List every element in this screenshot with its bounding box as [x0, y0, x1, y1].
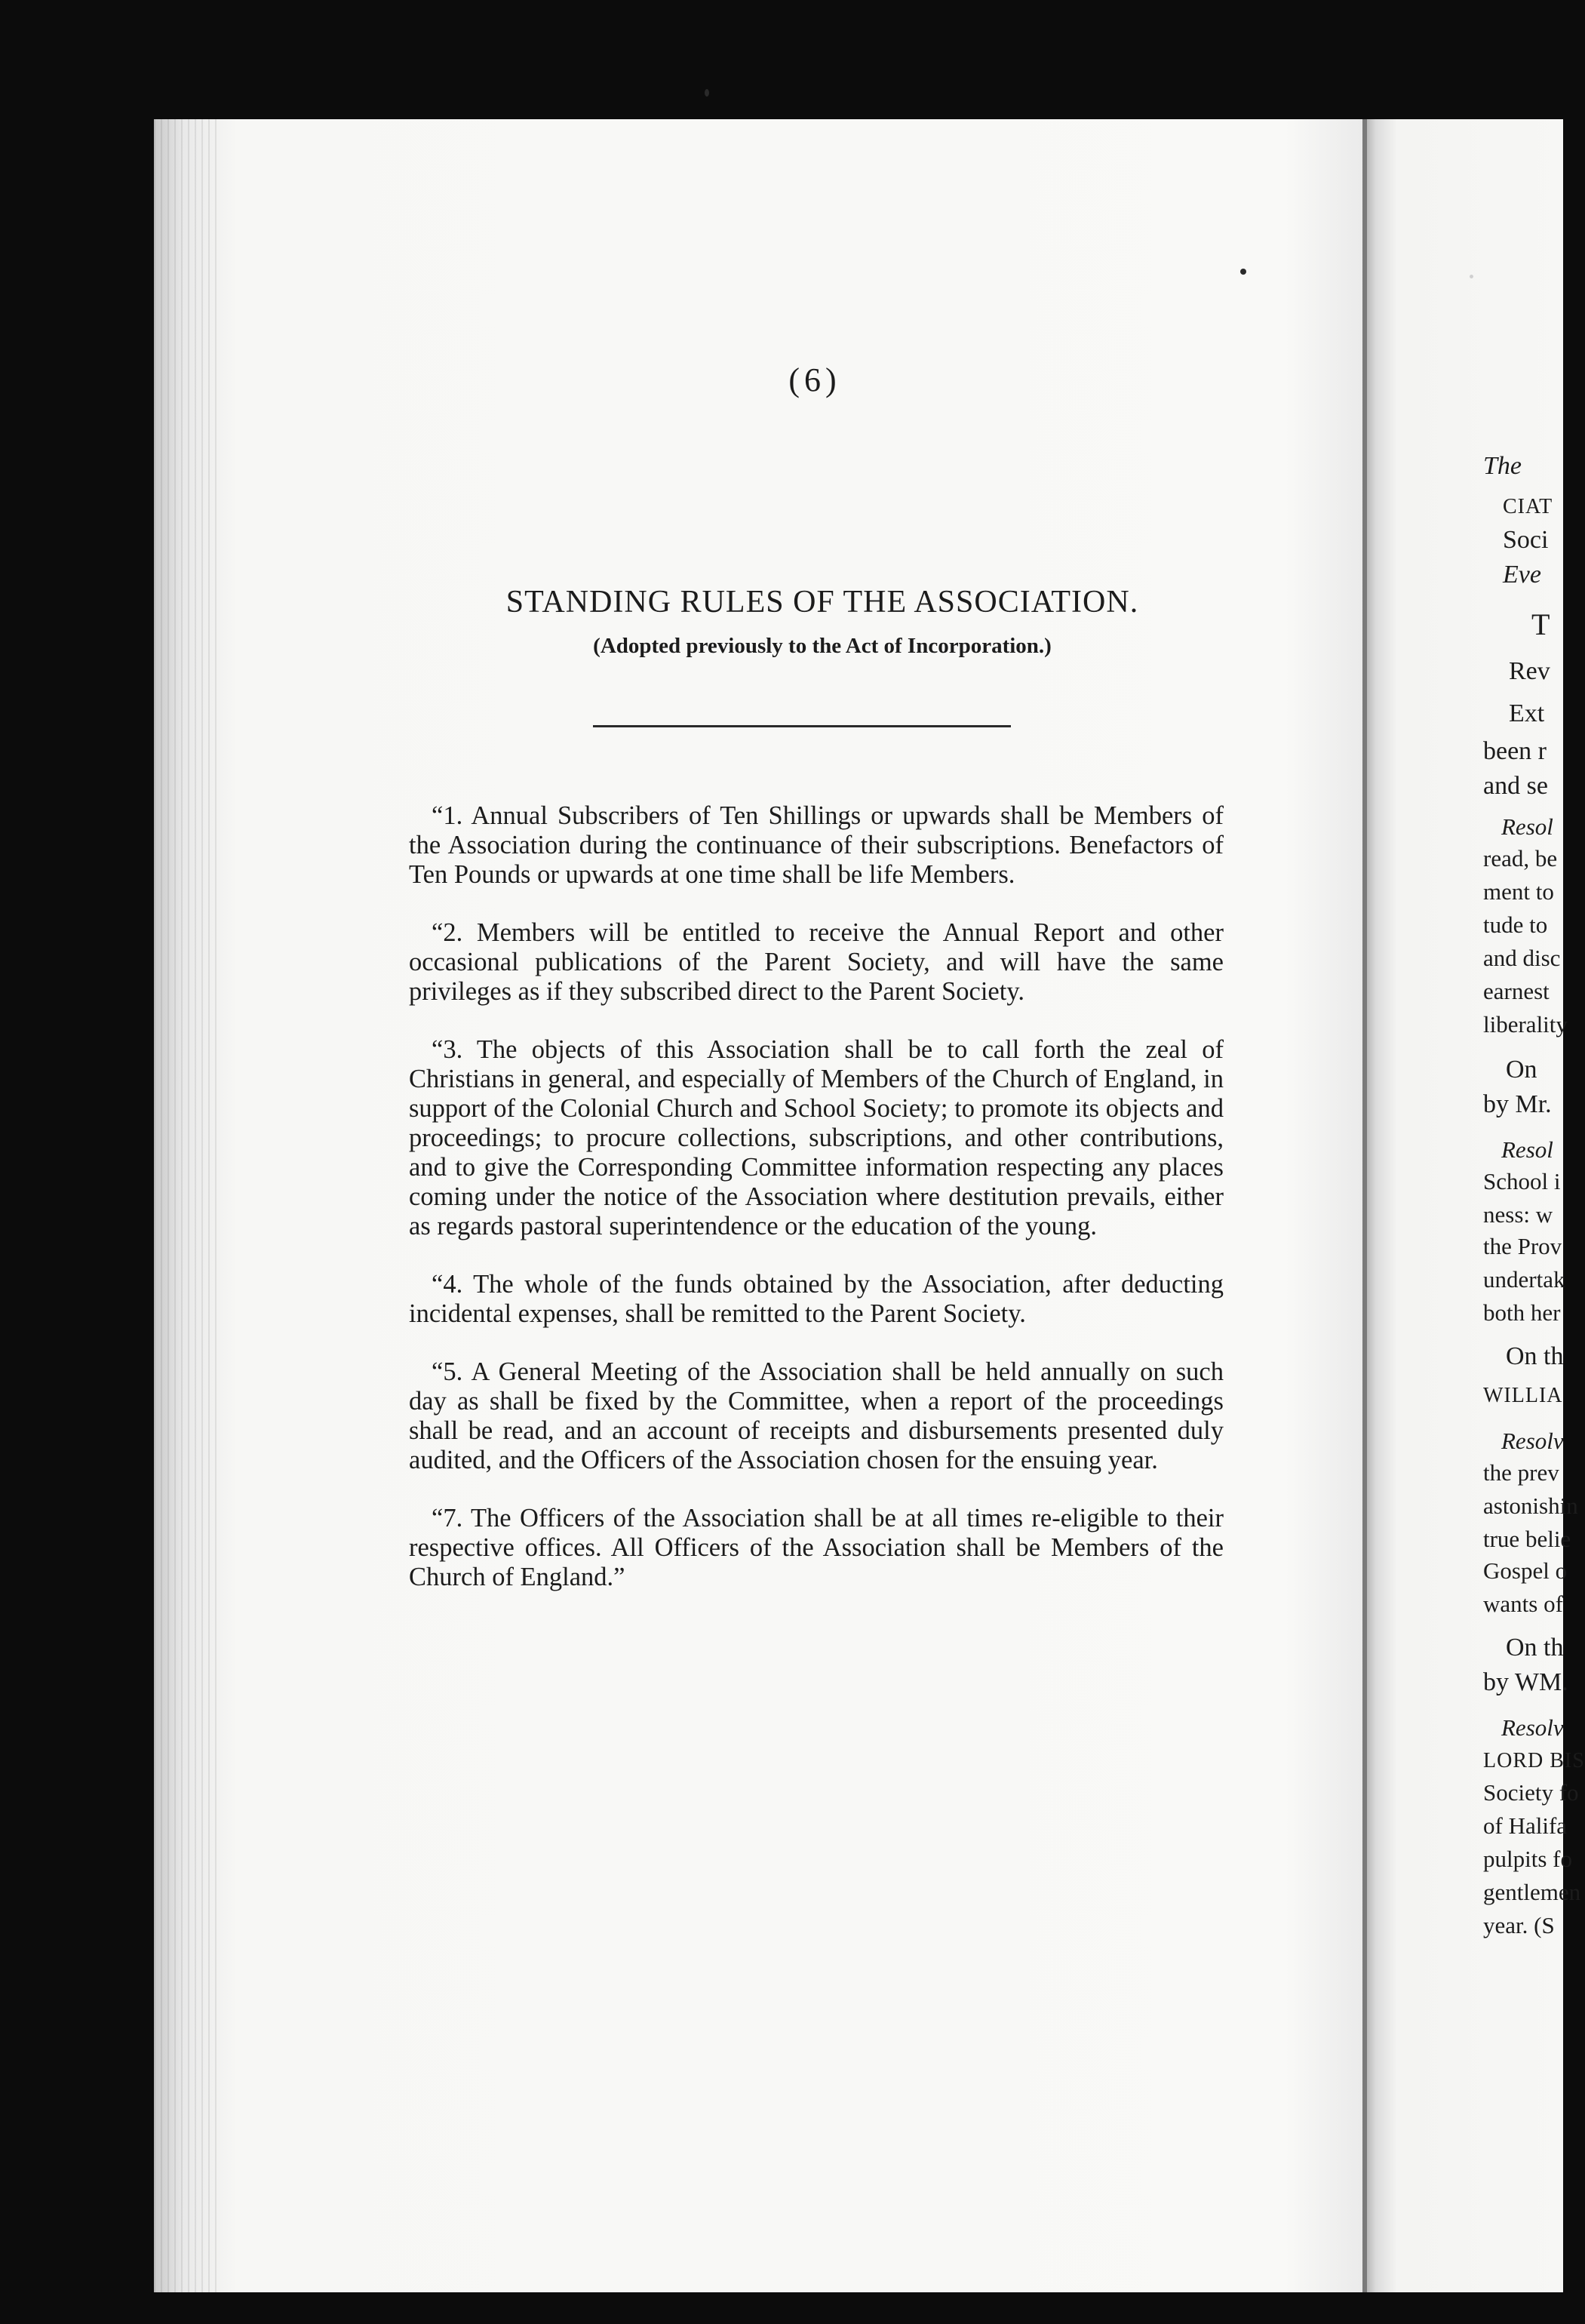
- right-page-line: Gospel o: [1483, 1557, 1568, 1584]
- right-page-line: On th: [1506, 1634, 1564, 1662]
- right-page-line: gentlemen: [1483, 1879, 1581, 1905]
- right-page-line: liberality: [1483, 1011, 1568, 1038]
- right-page-line: On th: [1506, 1342, 1564, 1370]
- right-page-line: read, be: [1483, 845, 1558, 872]
- right-page-line: Resolv: [1501, 1714, 1564, 1741]
- right-page-line: and se: [1483, 772, 1548, 800]
- title-divider: [593, 725, 1011, 727]
- right-page-line: undertak: [1483, 1266, 1565, 1293]
- right-page-line: The: [1483, 452, 1522, 480]
- right-page-line: astonishin: [1483, 1492, 1578, 1519]
- page-subtitle: (Adopted previously to the Act of Incorporation.): [593, 634, 1052, 658]
- right-page-line: School i: [1483, 1168, 1561, 1194]
- rule-4: “4. The whole of the funds obtained by the Association, after deducting incidental expenses, shall be remitted to the Parent Society.: [409, 1270, 1224, 1328]
- right-page-line: by WM.: [1483, 1668, 1568, 1696]
- right-page-line: earnest: [1483, 978, 1550, 1004]
- right-page-line: tude to: [1483, 911, 1548, 938]
- dust-speck: [1240, 269, 1246, 275]
- right-page-line: T: [1531, 607, 1550, 641]
- right-page-line: CIAT: [1503, 495, 1553, 518]
- rule-5: “5. A General Meeting of the Association shall be held annually on such day as shall be fixed by the Committee, when a report of the proceedings shall be read, and an account of receipts and disbursements presented duly audited, and the Officers of the Association chosen for the ensuing year.: [409, 1357, 1224, 1474]
- right-page-line: both her: [1483, 1299, 1561, 1326]
- right-page-line: Ext: [1509, 699, 1545, 727]
- dust-speck: [705, 89, 709, 97]
- right-page-line: WILLIA: [1483, 1384, 1563, 1407]
- right-page-line: the Prov: [1483, 1233, 1562, 1259]
- page-number: (6): [788, 361, 841, 398]
- right-page-line: been r: [1483, 737, 1547, 765]
- right-page-line: Resol: [1501, 1136, 1553, 1163]
- rule-7: “7. The Officers of the Association shall be at all times re-eligible to their respective offices. All Officers of the Association shall be Members of the Church of England.”: [409, 1504, 1224, 1591]
- right-page-line: ness: w: [1483, 1201, 1553, 1228]
- right-page-line: Society fo: [1483, 1779, 1579, 1806]
- right-page-line: Rev: [1509, 657, 1550, 685]
- dust-speck: [1470, 275, 1473, 278]
- right-page-line: and disc: [1483, 945, 1561, 971]
- right-page-line: Resolv: [1501, 1428, 1564, 1454]
- rule-3: “3. The objects of this Association shall be to call forth the zeal of Christians in general, and especially of Members of the Church of England, in support of the Colonial Church and School Society; to promote its objects and proceedings; to procure collections, subscriptions, and other contributions, and to give the Corresponding Committee information respecting any places coming under the notice of the Association where destitution prevails, either as regards pastoral superintendence or the education of the young.: [409, 1035, 1224, 1240]
- right-page-line: true belie: [1483, 1526, 1571, 1552]
- right-page-line: pulpits fo: [1483, 1846, 1572, 1872]
- right-page-line: wants of: [1483, 1591, 1563, 1617]
- page-title: STANDING RULES OF THE ASSOCIATION.: [505, 585, 1139, 619]
- rules-list: [409, 801, 1224, 1621]
- right-page-line: of Halifa: [1483, 1812, 1568, 1839]
- right-page-line: year. (S: [1483, 1912, 1555, 1938]
- right-page-line: LORD BIS: [1483, 1749, 1585, 1772]
- right-page-line: ment to: [1483, 878, 1554, 905]
- rule-1: “1. Annual Subscribers of Ten Shillings or upwards shall be Members of the Association during the continuance of their subscriptions. Benefactors of Ten Pounds or upwards at one time shall be life Members.: [409, 801, 1224, 889]
- rule-2: “2. Members will be entitled to receive the Annual Report and other occasional publications of the Parent Society, and will have the same privileges as if they subscribed direct to the Parent Society.: [409, 918, 1224, 1006]
- right-page-line: Eve: [1503, 561, 1541, 589]
- right-page-line: Soci: [1503, 526, 1549, 554]
- right-page-line: Resol: [1501, 813, 1553, 840]
- right-page-line: by Mr.: [1483, 1090, 1552, 1118]
- right-page-line: the prev: [1483, 1459, 1559, 1486]
- right-page-line: On: [1506, 1056, 1537, 1084]
